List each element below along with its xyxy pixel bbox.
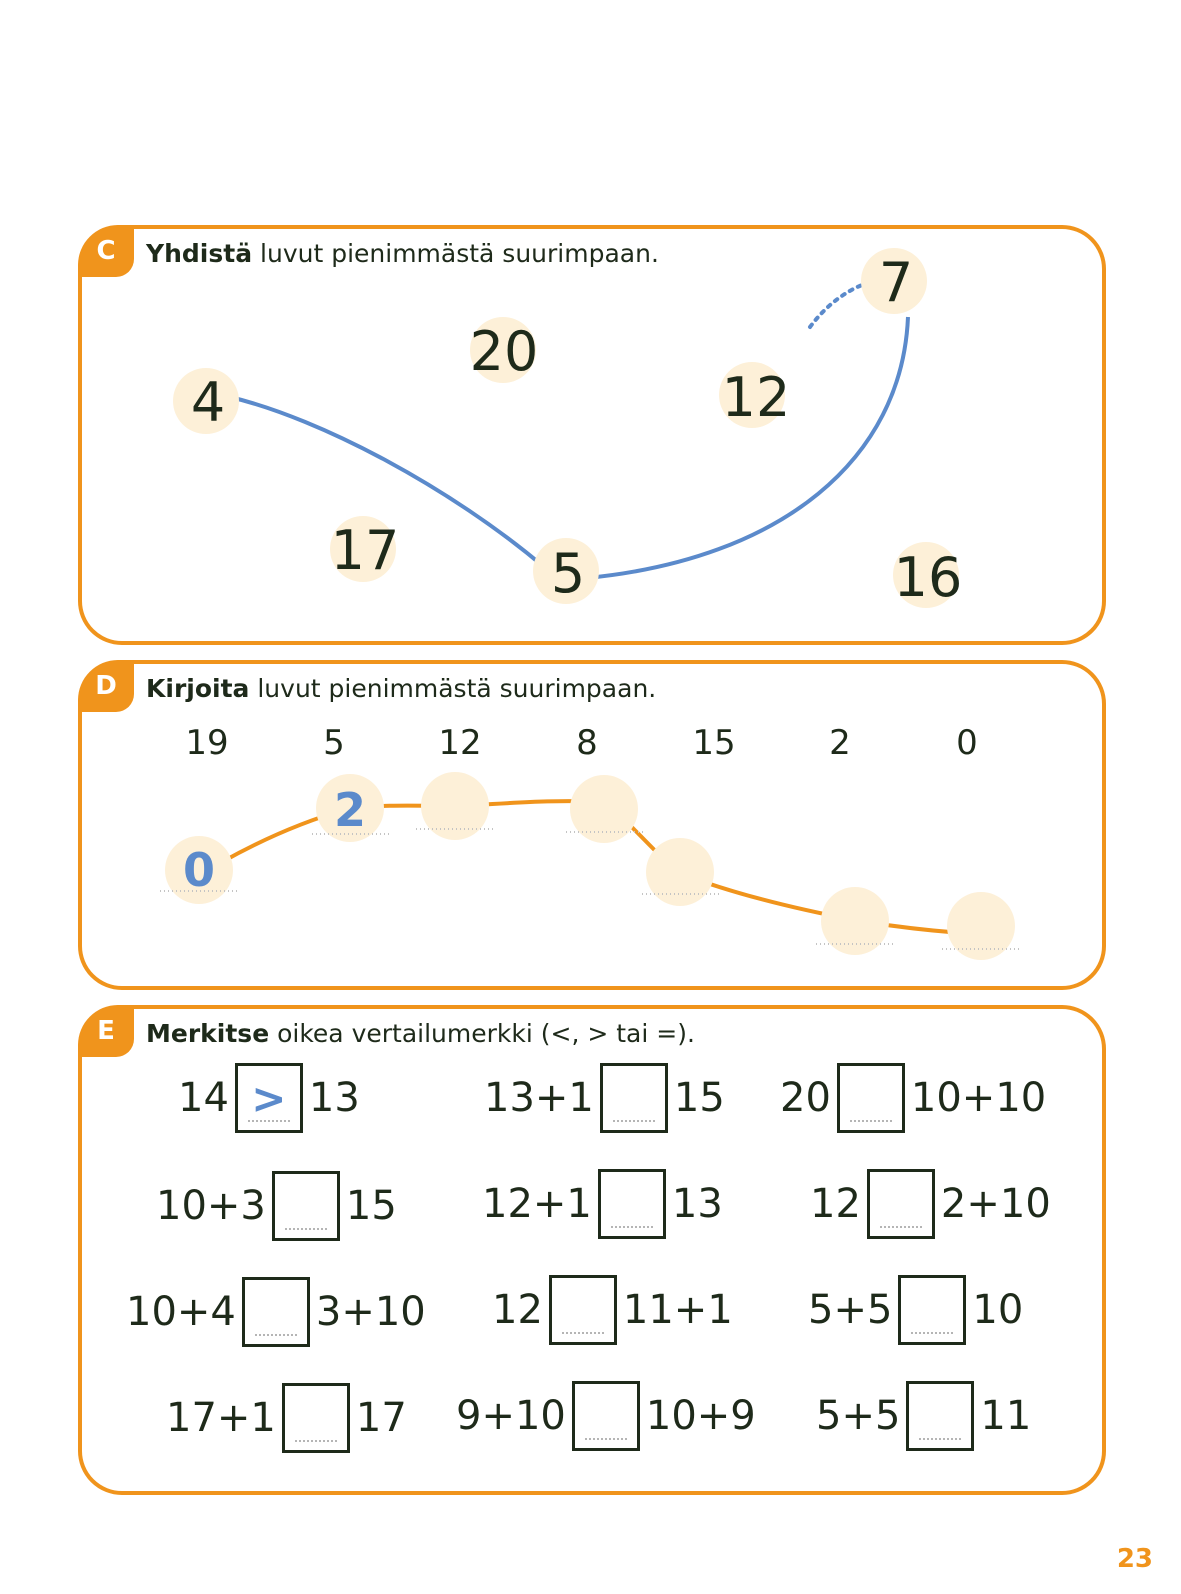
comparison-left: 17+1 [166, 1395, 276, 1441]
comparison-item [482, 1167, 723, 1241]
page-number: 23 [1116, 1544, 1153, 1574]
answer-circle[interactable] [646, 838, 714, 906]
exercise-e-instruction [146, 1019, 695, 1048]
answer-circle[interactable] [421, 772, 489, 840]
answer-box[interactable] [242, 1277, 310, 1347]
handwritten-answer: 0 [182, 843, 216, 897]
comparison-right: 10 [972, 1287, 1024, 1333]
given-number: 0 [956, 723, 978, 763]
comparison-item [166, 1381, 407, 1455]
instruction-text: luvut pienimmästä suurimpaan. [249, 674, 657, 703]
exercise-d-panel [78, 660, 1106, 990]
number-label: 12 [721, 366, 791, 429]
answer-box[interactable] [600, 1063, 668, 1133]
instruction-bold: Merkitse [146, 1019, 270, 1048]
comparison-item [126, 1275, 426, 1349]
given-number: 15 [692, 723, 736, 763]
exercise-c-panel [78, 225, 1106, 645]
exercise-e-panel [78, 1005, 1106, 1495]
number-label: 20 [469, 320, 539, 383]
answer-box[interactable] [272, 1171, 340, 1241]
answer-box[interactable] [906, 1381, 974, 1451]
comparison-left: 5+5 [816, 1393, 901, 1439]
comparison-item [456, 1379, 756, 1453]
answer-box[interactable] [837, 1063, 905, 1133]
answer-circle[interactable] [821, 887, 889, 955]
comparison-item [178, 1061, 360, 1135]
given-number: 5 [323, 723, 345, 763]
answer-box[interactable] [898, 1275, 966, 1345]
comparison-left: 12+1 [482, 1181, 592, 1227]
number-labels [191, 251, 963, 609]
answer-box[interactable] [549, 1275, 617, 1345]
comparison-right: 11 [980, 1393, 1032, 1439]
given-number: 2 [829, 723, 851, 763]
answer-circle[interactable] [947, 892, 1015, 960]
comparison-left: 9+10 [456, 1393, 566, 1439]
comparison-right: 13 [308, 1075, 360, 1121]
comparison-left: 14 [178, 1075, 229, 1121]
instruction-bold: Kirjoita [146, 674, 250, 703]
connect-line-dotted [810, 285, 862, 327]
number-label: 7 [878, 251, 914, 314]
comparison-left: 12 [810, 1181, 861, 1227]
connect-line-5-7 [587, 317, 908, 578]
comparison-item [492, 1273, 733, 1347]
instruction-bold: Yhdistä [146, 239, 253, 268]
comparison-item [808, 1273, 1023, 1347]
comparison-left: 10+3 [156, 1183, 266, 1229]
number-label: 5 [550, 542, 586, 605]
exercise-c-letter: C [78, 225, 134, 277]
number-label: 4 [190, 371, 226, 434]
ordering-canvas [82, 664, 1110, 994]
comparison-item [780, 1061, 1046, 1135]
comparison-item [484, 1061, 725, 1135]
answer-circle[interactable] [570, 775, 638, 843]
comparison-right: 13 [671, 1181, 723, 1227]
comparison-left: 20 [780, 1075, 831, 1121]
connect-dots-canvas[interactable] [82, 229, 1110, 649]
exercise-e-letter: E [78, 1005, 134, 1057]
answer-box[interactable] [867, 1169, 935, 1239]
answer-slots [160, 772, 1022, 960]
comparison-item [156, 1169, 397, 1243]
given-number: 12 [438, 723, 482, 763]
comparison-item [810, 1167, 1051, 1241]
answer-box[interactable]: > [235, 1063, 303, 1133]
comparison-left: 13+1 [484, 1075, 594, 1121]
answer-box[interactable] [598, 1169, 666, 1239]
comparison-left: 5+5 [808, 1287, 893, 1333]
comparison-right: 3+10 [315, 1289, 426, 1335]
comparison-item [816, 1379, 1031, 1453]
comparison-right: 10+10 [910, 1075, 1047, 1121]
comparison-left: 10+4 [126, 1289, 236, 1335]
given-numbers [185, 723, 977, 763]
comparison-left: 12 [492, 1287, 543, 1333]
given-number: 19 [185, 723, 229, 763]
comparison-right: 15 [345, 1183, 397, 1229]
comparison-right: 11+1 [622, 1287, 733, 1333]
answer-box[interactable] [282, 1383, 350, 1453]
handwritten-answer: 2 [333, 783, 367, 837]
comparison-right: 2+10 [940, 1181, 1051, 1227]
given-number: 8 [576, 723, 598, 763]
answer-box[interactable] [572, 1381, 640, 1451]
number-label: 17 [330, 519, 400, 582]
number-label: 16 [893, 546, 963, 609]
comparison-right: 17 [355, 1395, 407, 1441]
exercise-d-letter: D [78, 660, 134, 712]
comparison-right: 10+9 [645, 1393, 756, 1439]
instruction-text: luvut pienimmästä suurimpaan. [252, 239, 659, 268]
comparison-right: 15 [673, 1075, 725, 1121]
instruction-text: oikea vertailumerkki (<, > tai =). [269, 1019, 695, 1048]
